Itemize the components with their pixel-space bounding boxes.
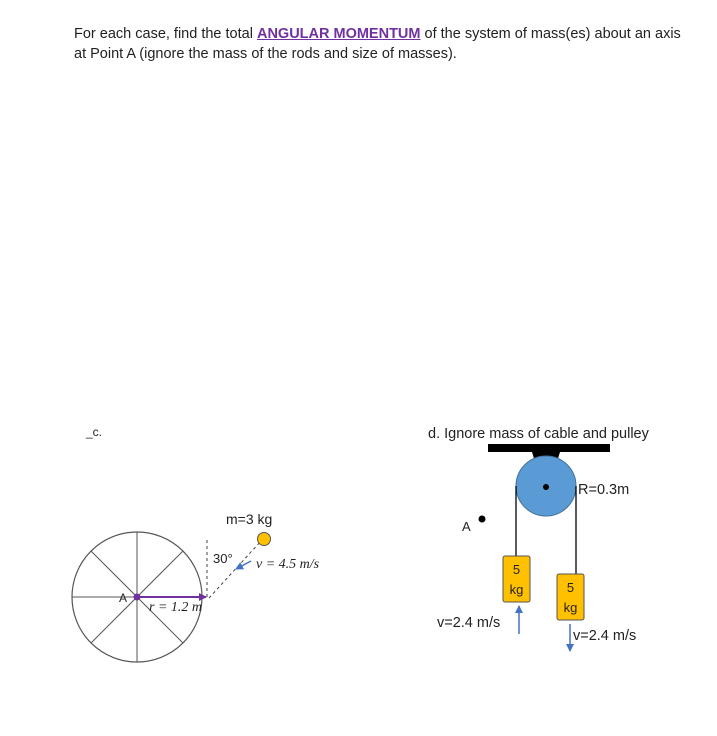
point-a-label-c: A [119, 591, 128, 605]
part-c-label: _c. [86, 425, 103, 439]
velocity-arrow-c [236, 561, 251, 569]
velocity-label-c: v = 4.5 m/s [256, 557, 320, 572]
mass-label: m=3 kg [226, 511, 273, 527]
ceiling-bar [488, 444, 610, 452]
pulley-radius-label: R=0.3m [578, 482, 630, 498]
angular-momentum-keyword: ANGULAR MOMENTUM [256, 26, 421, 42]
left-block-unit: kg [509, 582, 524, 597]
left-velocity-label: v=2.4 m/s [437, 615, 501, 631]
intro-text-after: of the system of mass(es) about an axis at Point A (ignore the mass of the rods and size of masses). [74, 26, 681, 62]
point-a-dot [134, 594, 141, 601]
left-block-mass: 5 [512, 562, 521, 577]
part-d-label: d. Ignore mass of cable and pulley [428, 426, 649, 442]
pulley-center [543, 484, 549, 490]
rod-dashed-line [209, 541, 261, 598]
angle-label: 30° [213, 551, 233, 566]
right-velocity-label: v=2.4 m/s [573, 628, 637, 644]
point-a-dot-d [479, 516, 486, 523]
right-block-mass: 5 [566, 580, 575, 595]
right-block-unit: kg [563, 600, 578, 615]
mass-ball [258, 533, 271, 546]
radius-label: r = 1.2 m [149, 600, 203, 615]
point-a-label-d: A [462, 519, 471, 534]
wheel-diagram [72, 511, 320, 662]
intro-text-before: For each case, find the total [74, 26, 257, 42]
pulley-diagram [437, 444, 636, 651]
